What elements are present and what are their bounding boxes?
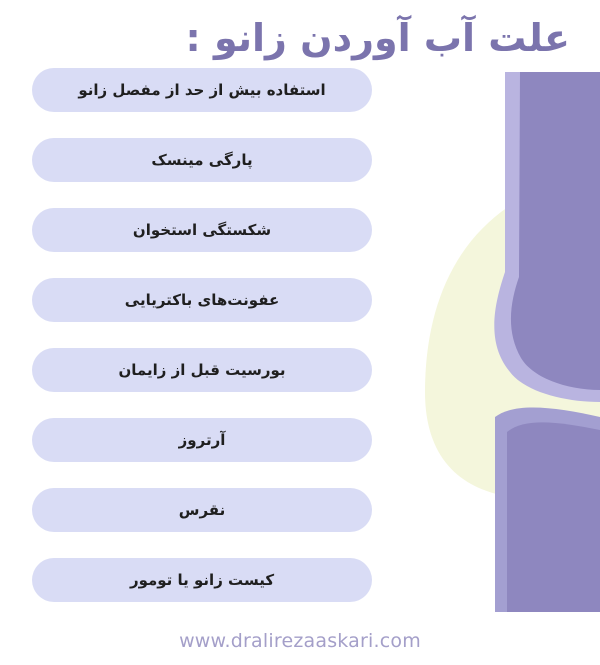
knee-joint-illustration [415, 72, 600, 612]
website-url[interactable]: www.dralirezaaskari.com [179, 630, 421, 652]
cause-item-8: کیست زانو یا تومور [32, 558, 372, 602]
cause-item-6: آرتروز [32, 418, 372, 462]
cause-item-5: بورسیت قبل از زایمان [32, 348, 372, 392]
cause-item-4: عفونت‌های باکتریایی [32, 278, 372, 322]
cause-item-7: نقرس [32, 488, 372, 532]
cause-item-3: شکستگی استخوان [32, 208, 372, 252]
tibia-bone [507, 422, 600, 612]
page-title: علت آب آوردن زانو : [185, 16, 570, 60]
femur-bone [511, 72, 600, 390]
cause-item-2: پارگی مینسک [32, 138, 372, 182]
cause-item-1: استفاده بیش از حد از مفصل زانو [32, 68, 372, 112]
